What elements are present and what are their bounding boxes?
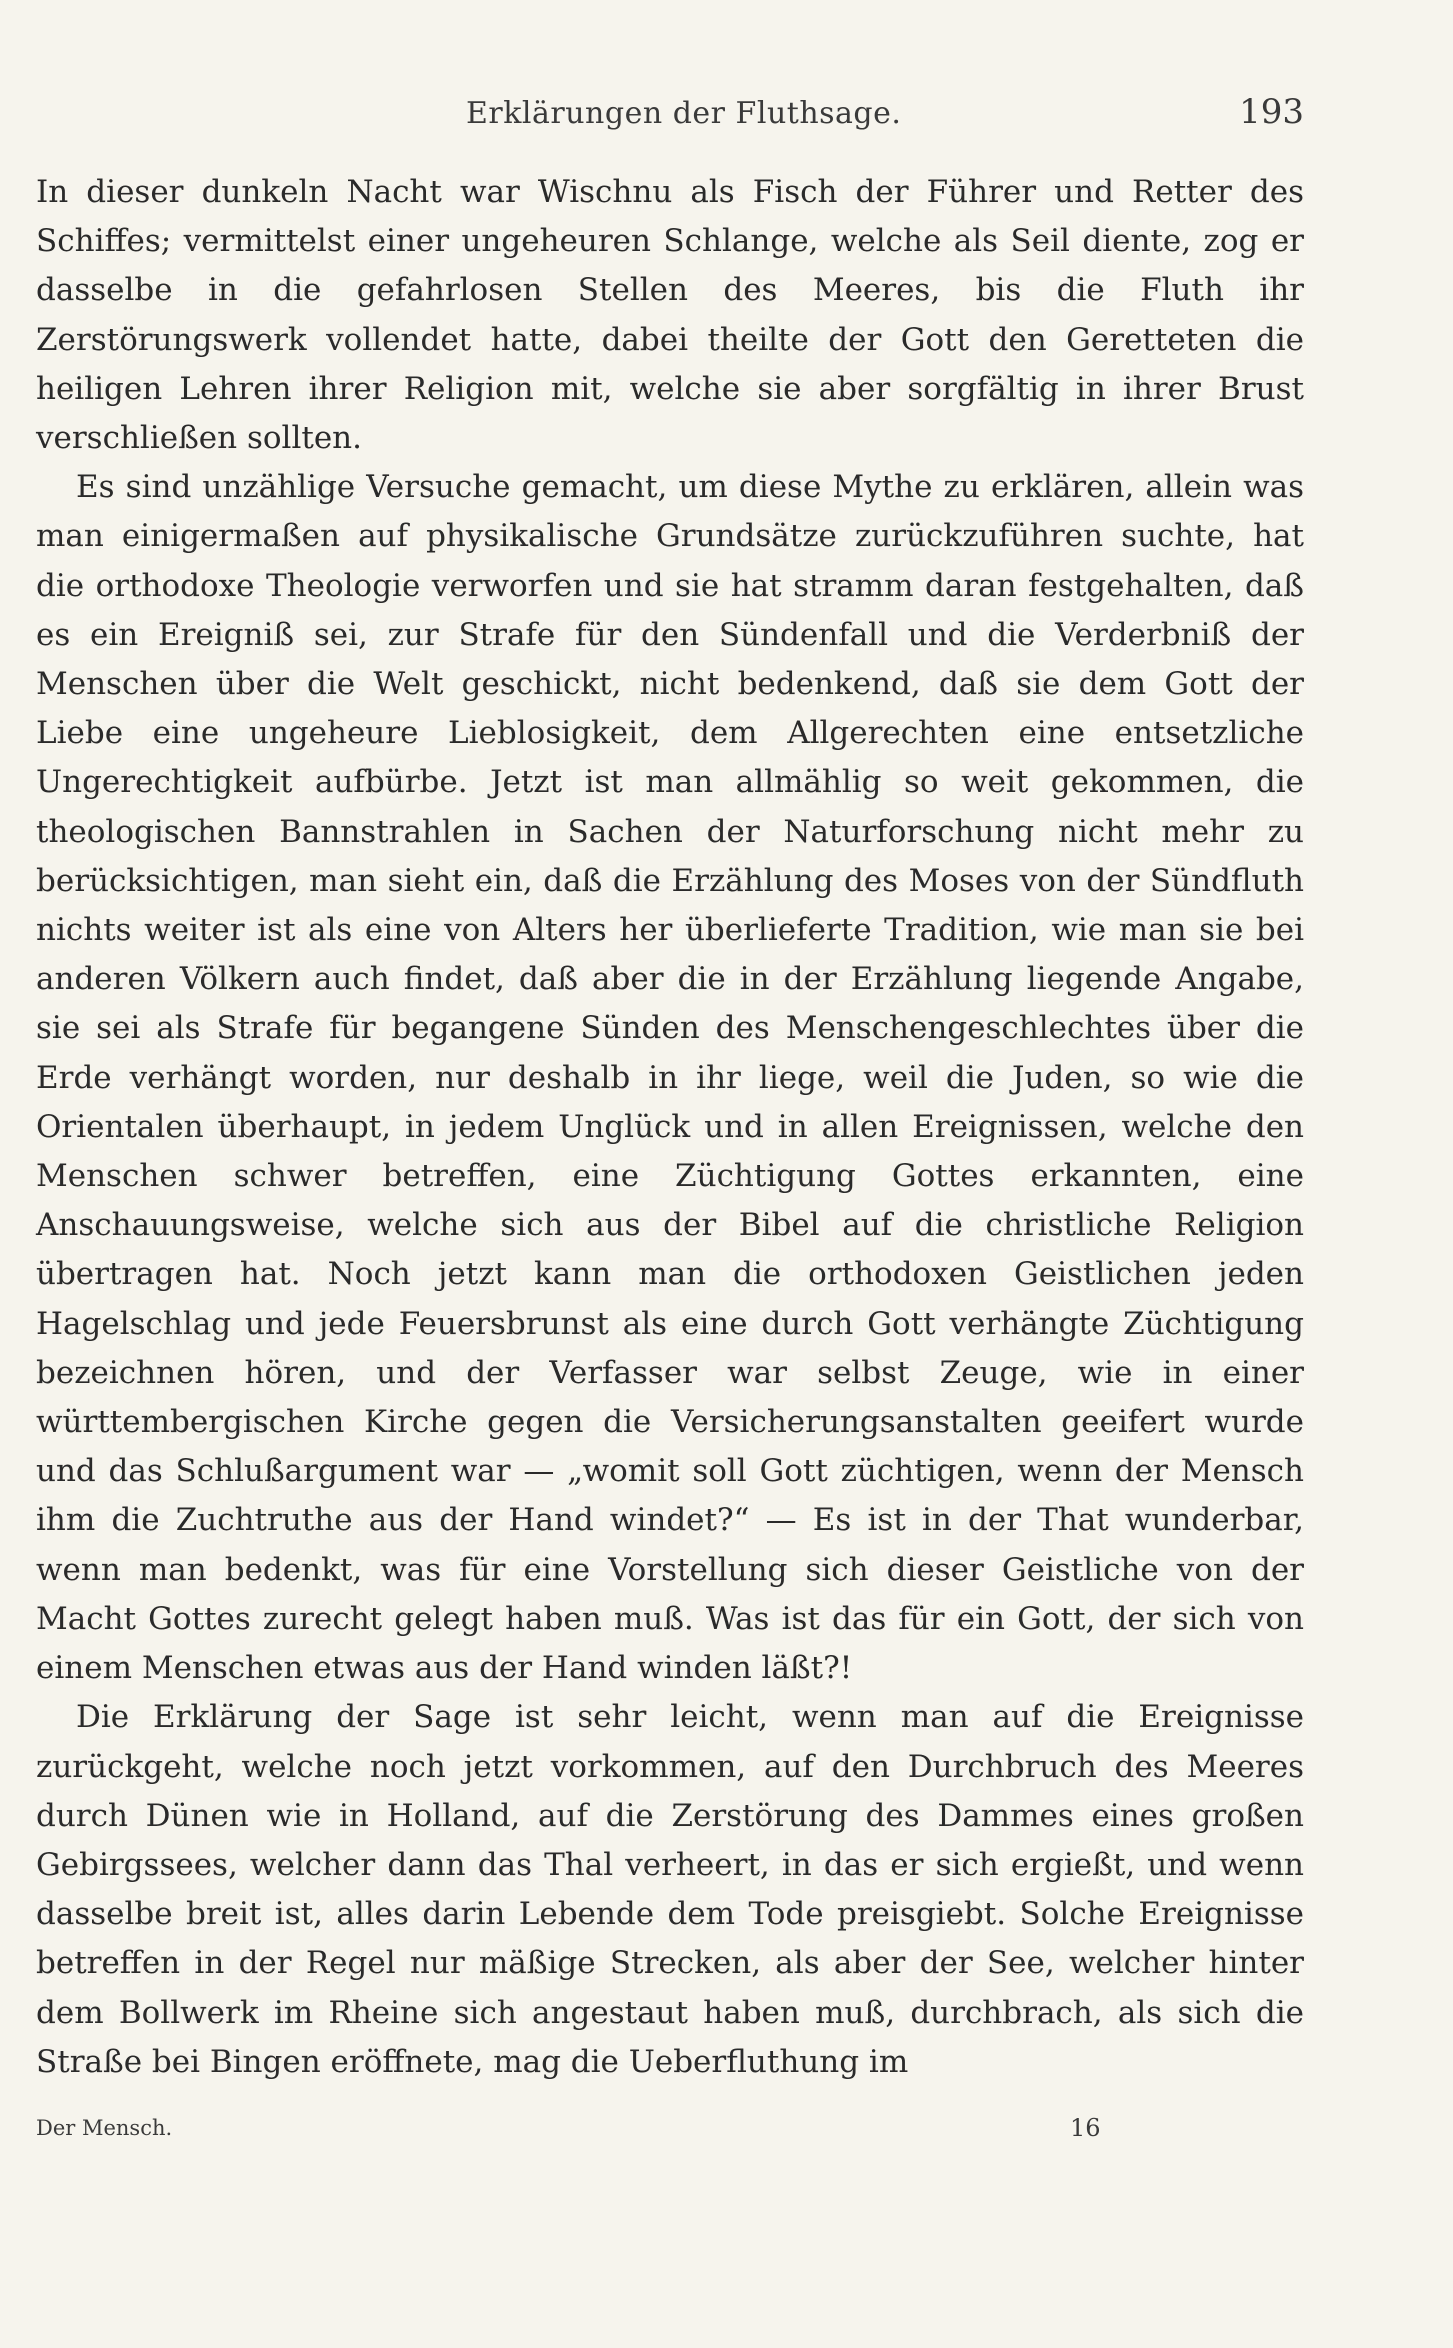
page-footer <box>36 2116 1304 2152</box>
running-head <box>36 92 1304 144</box>
paragraph-3: Die Erklärung der Sage ist sehr leicht, wenn man auf die Ereignisse zurückgeht, welche noch jetzt vorkommen, auf den Durchbruch des Meeres durch Dünen wie in Holland, auf die Zerstörung des Dammes eines großen Gebirgssees, welcher dann das Thal verheert, in das er sich ergießt, und wenn dasselbe breit ist, alles darin Lebende dem Tode preisgiebt. Solche Ereignisse betreffen in der Regel nur mäßige Strecken, als aber der See, welcher hinter dem Bollwerk im Rheine sich angestaut haben muß, durchbrach, als sich die Straße bei Bingen eröffnete, mag die Ueberfluthung im <box>36 1699 1304 2080</box>
paragraph-1: In dieser dunkeln Nacht war Wischnu als Fisch der Führer und Retter des Schiffes; vermittelst einer ungeheuren Schlange, welche als Seil diente, zog er dasselbe in die gefahrlosen Stellen des Meeres, bis die Fluth ihr Zerstörungswerk vollendet hatte, dabei theilte der Gott den Geretteten die heiligen Lehren ihrer Religion mit, welche sie aber sorgfältig in ihrer Brust verschließen sollten. <box>36 174 1304 457</box>
page-number: 193 <box>1239 92 1304 132</box>
paragraph-2: Es sind unzählige Versuche gemacht, um diese Mythe zu erklären, allein was man einigermaßen auf physikalische Grundsätze zurückzuführen suchte, hat die orthodoxe Theologie verworfen und sie hat stramm daran festgehalten, daß es ein Ereigniß sei, zur Strafe für den Sündenfall und die Verderbniß der Menschen über die Welt geschickt, nicht bedenkend, daß sie dem Gott der Liebe eine ungeheure Lieblosigkeit, dem Allgerechten eine entsetzliche Ungerechtigkeit aufbürbe. Jetzt ist man allmählig so weit gekommen, die theologischen Bannstrahlen in Sachen der Naturforschung nicht mehr zu berücksichtigen, man sieht ein, daß die Erzählung des Moses von der Sündfluth nichts weiter ist als eine von Alters her überlieferte Tradition, wie man sie bei anderen Völkern auch findet, daß aber die in der Erzählung liegende Angabe, sie sei als Strafe für begangene Sünden des Menschengeschlechtes über die Erde verhängt worden, nur deshalb in ihr liege, weil die Juden, so wie die Orientalen überhaupt, in jedem Unglück und in allen Ereignissen, welche den Menschen schwer betreffen, eine Züchtigung Gottes erkannten, eine Anschauungsweise, welche sich aus der Bibel auf die christliche Religion übertragen hat. Noch jetzt kann man die orthodoxen Geistlichen jeden Hagelschlag und jede Feuersbrunst als eine durch Gott verhängte Züchtigung bezeichnen hören, und der Verfasser war selbst Zeuge, wie in einer württembergischen Kirche gegen die Versicherungsanstalten geeifert wurde und das Schlußargument war — „womit soll Gott züchtigen, wenn der Mensch ihm die Zuchtruthe aus der Hand windet?“ — Es ist in der That wunderbar, wenn man bedenkt, was für eine Vorstellung sich dieser Geistliche von der Macht Gottes zurecht gelegt haben muß. Was ist das für ein Gott, der sich von einem Menschen etwas aus der Hand winden läßt?! <box>36 469 1304 1687</box>
running-title: Erklärungen der Fluthsage. <box>466 96 902 131</box>
body-text <box>36 168 1304 2087</box>
sheet-number: 16 <box>1070 2114 1101 2142</box>
signature-mark: Der Mensch. <box>36 2116 173 2140</box>
